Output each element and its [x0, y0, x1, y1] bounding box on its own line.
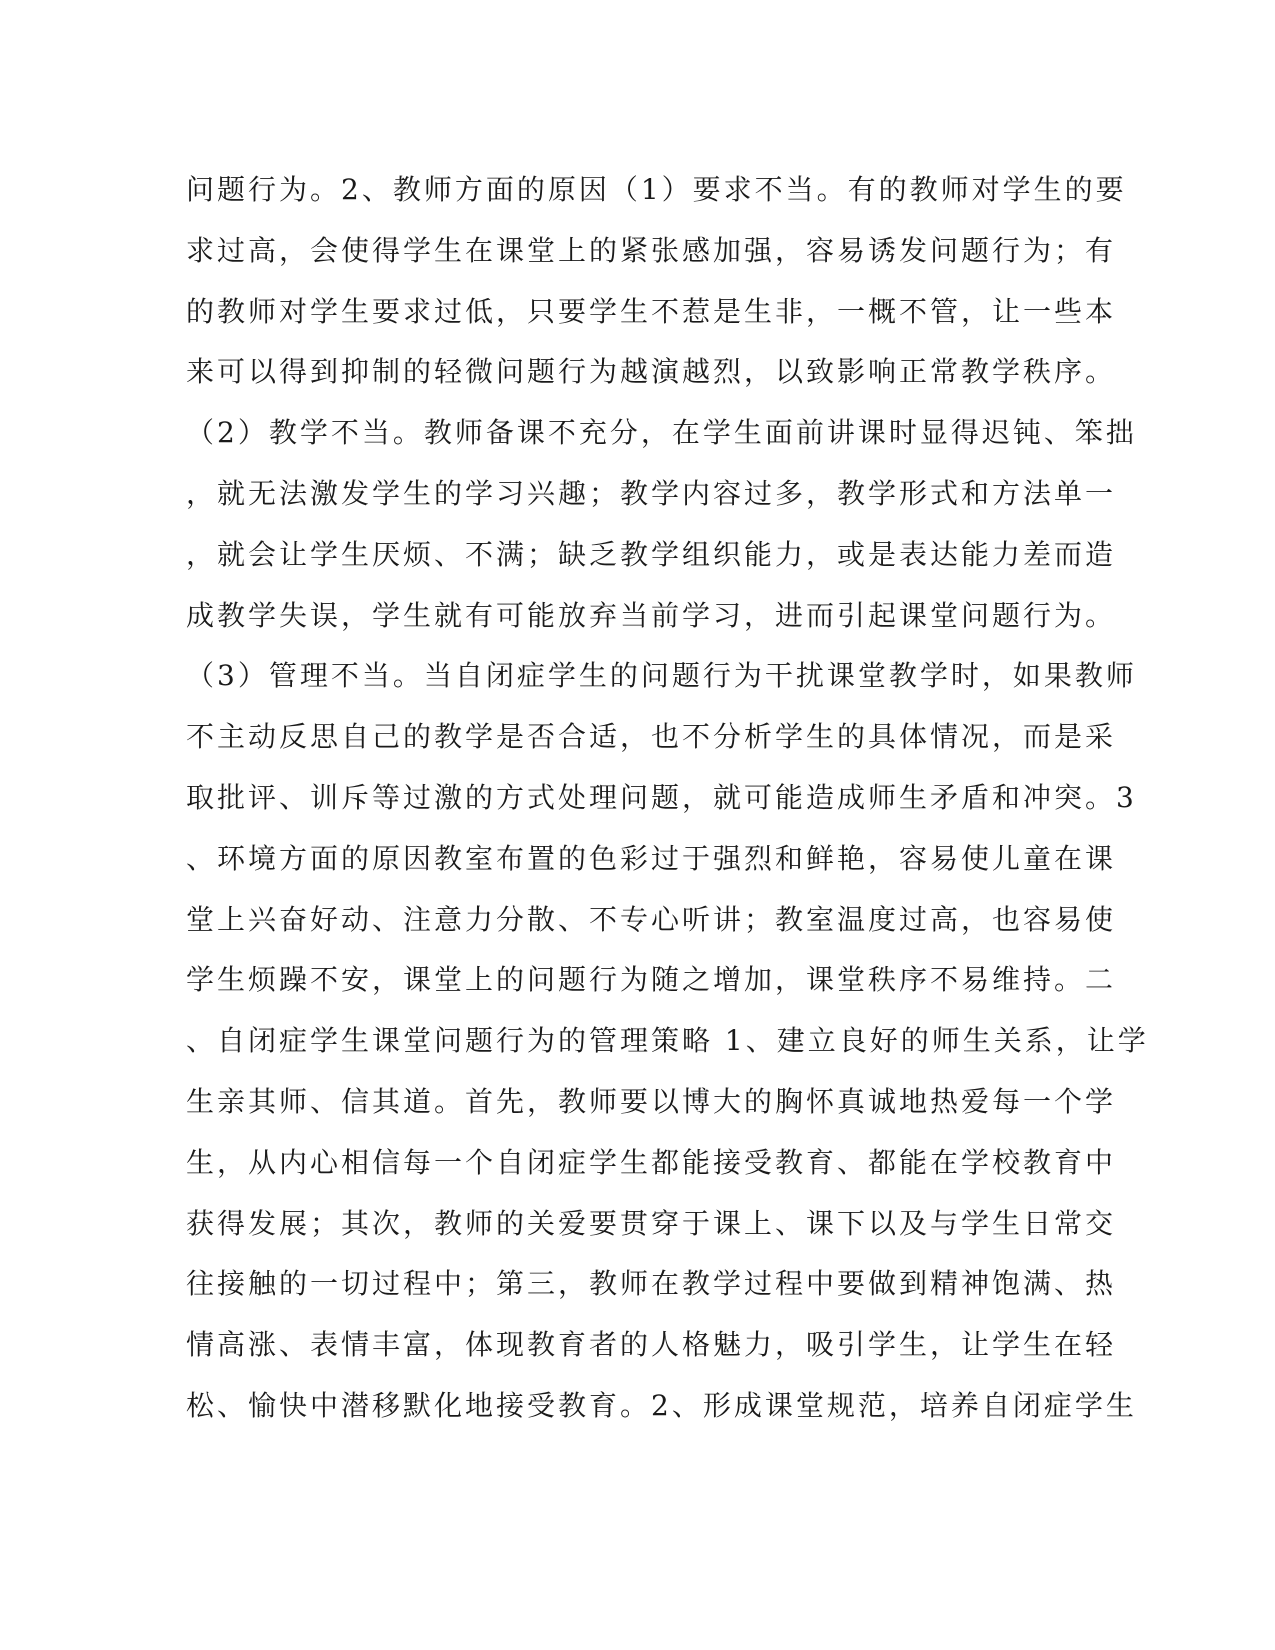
text-line: 、环境方面的原因教室布置的色彩过于强烈和鲜艳，容易使儿童在课 [186, 841, 1117, 875]
text-line: 求过高，会使得学生在课堂上的紧张感加强，容易诱发问题行为；有 [186, 233, 1117, 267]
text-line: （3）管理不当。当自闭症学生的问题行为干扰课堂教学时，如果教师 [186, 659, 1137, 693]
text-line: 的教师对学生要求过低，只要学生不惹是生非，一概不管，让一些本 [186, 294, 1117, 328]
body-text [186, 160, 1149, 1437]
text-line: ，就会让学生厌烦、不满；缺乏教学组织能力，或是表达能力差而造 [186, 537, 1117, 571]
text-line: 往接触的一切过程中；第三，教师在教学过程中要做到精神饱满、热 [186, 1267, 1117, 1301]
text-line: （2）教学不当。教师备课不充分，在学生面前讲课时显得迟钝、笨拙 [186, 416, 1137, 450]
text-line: ，就无法激发学生的学习兴趣；教学内容过多，教学形式和方法单一 [186, 476, 1117, 510]
text-line: 情高涨、表情丰富，体现教育者的人格魅力，吸引学生，让学生在轻 [186, 1328, 1117, 1362]
text-line: 获得发展；其次，教师的关爱要贯穿于课上、课下以及与学生日常交 [186, 1206, 1117, 1240]
text-line: 取批评、训斥等过激的方式处理问题，就可能造成师生矛盾和冲突。3 [186, 780, 1137, 814]
text-line: 松、愉快中潜移默化地接受教育。2、形成课堂规范，培养自闭症学生 [186, 1388, 1137, 1422]
text-line: 不主动反思自己的教学是否合适，也不分析学生的具体情况，而是采 [186, 720, 1117, 754]
text-line: 堂上兴奋好动、注意力分散、不专心听讲；教室温度过高，也容易使 [186, 902, 1117, 936]
text-line: 问题行为。2、教师方面的原因（1）要求不当。有的教师对学生的要 [186, 173, 1127, 206]
text-line: 生，从内心相信每一个自闭症学生都能接受教育、都能在学校教育中 [186, 1145, 1117, 1179]
text-line: 学生烦躁不安，课堂上的问题行为随之增加，课堂秩序不易维持。二 [186, 963, 1117, 997]
text-line: 来可以得到抑制的轻微问题行为越演越烈，以致影响正常教学秩序。 [186, 355, 1117, 389]
text-line: 生亲其师、信其道。首先，教师要以博大的胸怀真诚地热爱每一个学 [186, 1084, 1117, 1118]
text-line: 成教学失误，学生就有可能放弃当前学习，进而引起课堂问题行为。 [186, 598, 1117, 632]
text-line: 、自闭症学生课堂问题行为的管理策略 1、建立良好的师生关系，让学 [186, 1024, 1149, 1058]
